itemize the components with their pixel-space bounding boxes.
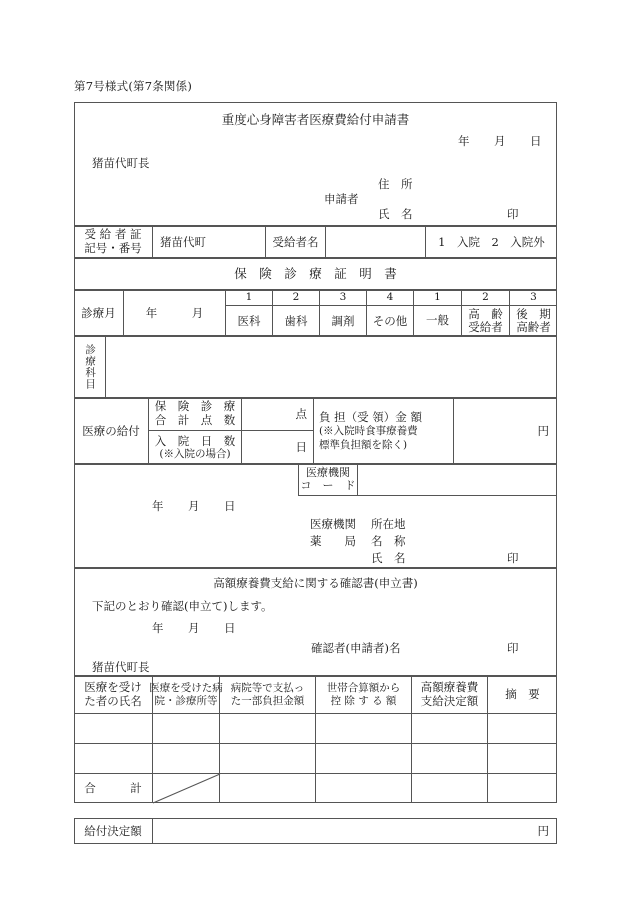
high-cost-title: 高額療養費支給に関する確認書(申立書) xyxy=(213,576,418,590)
age-cat-label-1[interactable]: 高 齢 受給者 xyxy=(461,306,509,336)
expense-header-5: 摘 要 xyxy=(487,676,557,714)
institution-date-day: 日 xyxy=(224,499,236,513)
days-input[interactable] xyxy=(241,431,313,464)
high-cost-date-year: 年 xyxy=(152,621,164,635)
table-row[interactable] xyxy=(487,714,557,744)
total-cell[interactable] xyxy=(219,774,315,803)
treat-type-label-2[interactable]: 調剤 xyxy=(319,306,366,336)
institution-seal-label: 印 xyxy=(507,551,519,565)
institution-code-label: 医療機関 コ ー ド xyxy=(298,464,358,496)
treat-type-label-0[interactable]: 医科 xyxy=(225,306,272,336)
expense-header-0: 医療を受け た者の氏名 xyxy=(74,676,152,714)
total-cell[interactable] xyxy=(315,774,411,803)
form-number-label: 第7号様式(第7条関係) xyxy=(74,79,193,93)
confirmer-label: 確認者(申請者)名 xyxy=(311,641,401,655)
treat-type-num-1: 2 xyxy=(272,290,319,306)
applicant-label: 申請者 xyxy=(324,192,359,206)
age-cat-num-0: 1 xyxy=(413,290,461,306)
table-row[interactable] xyxy=(219,744,315,774)
institution-label: 医療機関 xyxy=(310,517,356,531)
high-cost-addressee: 猪苗代町長 xyxy=(92,660,150,674)
table-row[interactable] xyxy=(487,744,557,774)
cert-number-label xyxy=(74,226,152,258)
strikethrough-icon xyxy=(153,774,220,803)
institution-code-input[interactable] xyxy=(358,464,557,496)
burden-unit: 円 xyxy=(537,423,549,438)
decision-input[interactable] xyxy=(152,818,557,844)
document-title: 重度心身障害者医療費給付申請書 xyxy=(221,112,410,127)
burden-label: 負 担（受 領）金 額 (※入院時食事療養費 標準負担額を除く) xyxy=(313,398,453,464)
points-unit: 点 xyxy=(295,406,307,421)
table-row[interactable] xyxy=(411,714,487,744)
days-unit: 日 xyxy=(295,440,307,455)
points-label: 保 険 診 療 合 計 点 数 xyxy=(148,398,241,431)
pharmacy-label: 薬 局 xyxy=(310,534,356,548)
table-row[interactable] xyxy=(411,744,487,774)
treatment-year-month-input[interactable]: 年 月 xyxy=(123,290,225,336)
high-cost-date-month: 月 xyxy=(188,621,200,635)
institution-date-year: 年 xyxy=(152,499,164,513)
applicant-seal-label: 印 xyxy=(507,207,519,221)
table-row[interactable] xyxy=(152,714,219,744)
total-cell[interactable] xyxy=(487,774,557,803)
applicant-address-label: 住 所 xyxy=(378,177,413,191)
table-row[interactable] xyxy=(152,744,219,774)
points-input[interactable] xyxy=(241,398,313,431)
total-label: 合 計 xyxy=(84,781,142,796)
header-date-year: 年 xyxy=(458,134,470,148)
total-cell-struck xyxy=(152,774,219,803)
expense-header-3: 世帯合算額から 控 除 す る 額 xyxy=(315,676,411,714)
treatment-month-label: 診療月 xyxy=(81,305,116,320)
days-label: 入 院 日 数 (※入院の場合) xyxy=(148,431,241,464)
cert-number-label-line1: 受 給 者 証 xyxy=(84,227,142,242)
table-row[interactable] xyxy=(74,744,152,774)
institution-date-month: 月 xyxy=(188,499,200,513)
header-date-month: 月 xyxy=(494,134,506,148)
header-date-day: 日 xyxy=(530,134,542,148)
confirmer-seal-label: 印 xyxy=(507,641,519,655)
recipient-name-input[interactable] xyxy=(325,226,425,258)
treat-type-num-2: 3 xyxy=(319,290,366,306)
table-row[interactable] xyxy=(219,714,315,744)
insurance-cert-title: 保 険 診 療 証 明 書 xyxy=(234,266,397,282)
institution-address-label: 所在地 xyxy=(371,517,406,531)
treat-type-num-3: 4 xyxy=(366,290,413,306)
age-cat-label-0[interactable]: 一般 xyxy=(413,306,461,336)
high-cost-statement: 下記のとおり確認(申立て)します。 xyxy=(92,599,273,613)
table-row[interactable] xyxy=(315,744,411,774)
department-label: 診療科目 xyxy=(84,344,97,390)
treat-type-label-3[interactable]: その他 xyxy=(366,306,413,336)
total-cell[interactable] xyxy=(411,774,487,803)
institution-name-label: 名 称 xyxy=(371,534,406,548)
burden-input[interactable] xyxy=(453,398,557,464)
decision-unit: 円 xyxy=(537,823,549,838)
cert-number-label-line2: 記号・番号 xyxy=(84,241,142,255)
expense-header-4: 高額療養費 支給決定額 xyxy=(411,676,487,714)
table-row[interactable] xyxy=(74,714,152,744)
treat-type-num-0: 1 xyxy=(225,290,272,306)
treat-type-label-1[interactable]: 歯科 xyxy=(272,306,319,336)
high-cost-date-day: 日 xyxy=(224,621,236,635)
age-cat-label-2[interactable]: 後 期 高齢者 xyxy=(509,306,557,336)
table-row[interactable] xyxy=(315,714,411,744)
expense-header-1: 医療を受けた病 院・診療所等 xyxy=(152,676,219,714)
institution-person-label: 氏 名 xyxy=(371,551,406,565)
expense-header-2: 病院等で支払っ た一部負担金額 xyxy=(219,676,315,714)
recipient-name-label: 受給者名 xyxy=(265,226,325,258)
header-addressee: 猪苗代町長 xyxy=(92,156,150,170)
municipality-value: 猪苗代町 xyxy=(160,234,206,249)
hospitalization-options[interactable]: 1 入院 2 入院外 xyxy=(425,226,557,258)
decision-label: 給付決定額 xyxy=(84,823,142,838)
applicant-name-label: 氏 名 xyxy=(378,207,413,221)
age-cat-num-2: 3 xyxy=(509,290,557,306)
department-input[interactable] xyxy=(105,336,557,398)
medical-benefit-label: 医療の給付 xyxy=(82,423,140,438)
age-cat-num-1: 2 xyxy=(461,290,509,306)
municipality-field[interactable] xyxy=(152,226,265,258)
